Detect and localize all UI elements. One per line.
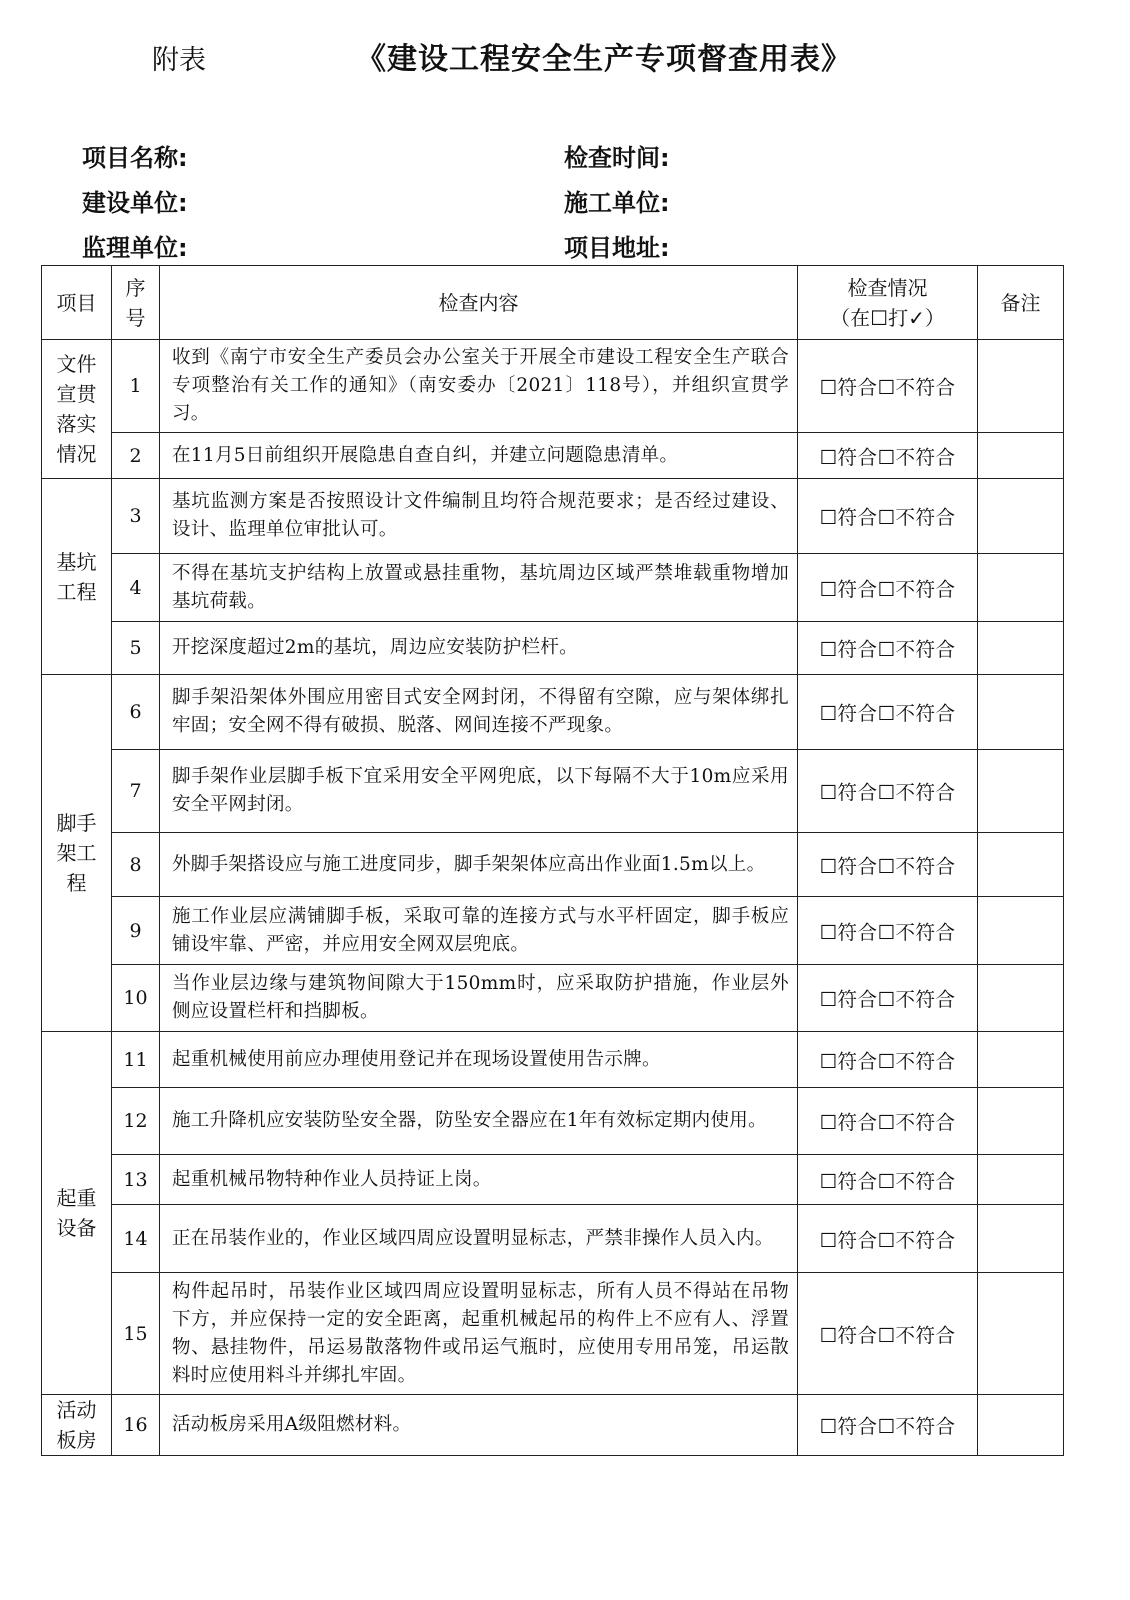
seq-cell: 16: [112, 1395, 160, 1456]
category-cell: [42, 479, 112, 675]
table-row: [42, 433, 1064, 479]
status-checkbox-cell[interactable]: ☐符合☐不符合: [798, 1088, 978, 1155]
content-cell: 正在吊装作业的，作业区域四周应设置明显标志，严禁非操作人员入内。: [160, 1205, 798, 1273]
seq-cell: 12: [112, 1088, 160, 1155]
content-cell: 构件起吊时，吊装作业区域四周应设置明显标志，所有人员不得站在吊物下方，并应保持一定的安全距离，起重机械起吊的构件上不应有人、浮置物、悬挂物件，吊运易散落物件或吊运气瓶时，应使用专用吊笼，吊运散料时应使用料斗并绑扎牢固。: [160, 1273, 798, 1395]
remark-cell[interactable]: [978, 897, 1064, 965]
seq-cell: 8: [112, 833, 160, 897]
project-name-label: 项目名称:: [82, 144, 188, 172]
status-checkbox-cell[interactable]: ☐符合☐不符合: [798, 1395, 978, 1456]
remark-cell[interactable]: [978, 433, 1064, 479]
content-cell: 脚手架沿架体外围应用密目式安全网封闭，不得留有空隙，应与架体绑扎牢固；安全网不得有破损、脱落、网间连接不严现象。: [160, 675, 798, 750]
remark-cell[interactable]: [978, 675, 1064, 750]
seq-cell: 1: [112, 340, 160, 433]
table-row: [42, 965, 1064, 1032]
content-cell: 收到《南宁市安全生产委员会办公室关于开展全市建设工程安全生产联合专项整治有关工作的通知》（南安委办〔2021〕118号），并组织宣贯学习。: [160, 340, 798, 433]
remark-cell[interactable]: [978, 622, 1064, 675]
table-row: [42, 1395, 1064, 1456]
category-label: 活动板房: [56, 1398, 97, 1452]
table-row: [42, 340, 1064, 433]
address-label: 项目地址:: [564, 234, 670, 262]
remark-cell[interactable]: [978, 1088, 1064, 1155]
seq-cell: 5: [112, 622, 160, 675]
seq-cell: 3: [112, 479, 160, 554]
content-cell: 不得在基坑支护结构上放置或悬挂重物，基坑周边区域严禁堆载重物增加基坑荷载。: [160, 554, 798, 622]
status-checkbox-cell[interactable]: ☐符合☐不符合: [798, 965, 978, 1032]
status-checkbox-cell[interactable]: ☐符合☐不符合: [798, 1032, 978, 1088]
inspection-table: [41, 265, 1064, 1456]
builder-label: 建设单位:: [82, 189, 188, 217]
content-cell: 活动板房采用A级阻燃材料。: [160, 1395, 798, 1456]
table-row: [42, 833, 1064, 897]
category-label: 文件宣贯落实情况: [56, 352, 97, 466]
status-checkbox-cell[interactable]: ☐符合☐不符合: [798, 1205, 978, 1273]
content-cell: 开挖深度超过2m的基坑，周边应安装防护栏杆。: [160, 622, 798, 675]
table-row: [42, 1205, 1064, 1273]
category-cell: [42, 340, 112, 479]
table-row: [42, 1273, 1064, 1395]
category-cell: [42, 1395, 112, 1456]
supervisor-label: 监理单位:: [82, 234, 188, 262]
content-cell: 起重机械使用前应办理使用登记并在现场设置使用告示牌。: [160, 1032, 798, 1088]
table-row: [42, 622, 1064, 675]
status-checkbox-cell[interactable]: ☐符合☐不符合: [798, 433, 978, 479]
table-row: [42, 479, 1064, 554]
remark-cell[interactable]: [978, 479, 1064, 554]
content-cell: 基坑监测方案是否按照设计文件编制且均符合规范要求；是否经过建设、设计、监理单位审批认可。: [160, 479, 798, 554]
status-checkbox-cell[interactable]: ☐符合☐不符合: [798, 833, 978, 897]
remark-cell[interactable]: [978, 340, 1064, 433]
attachment-label: 附表: [152, 45, 206, 76]
status-checkbox-cell[interactable]: ☐符合☐不符合: [798, 1155, 978, 1205]
seq-cell: 6: [112, 675, 160, 750]
table-row: [42, 554, 1064, 622]
header-status: [798, 266, 978, 340]
content-cell: 外脚手架搭设应与施工进度同步，脚手架架体应高出作业面1.5m以上。: [160, 833, 798, 897]
seq-cell: 4: [112, 554, 160, 622]
content-cell: 起重机械吊物特种作业人员持证上岗。: [160, 1155, 798, 1205]
remark-cell[interactable]: [978, 1032, 1064, 1088]
remark-cell[interactable]: [978, 1155, 1064, 1205]
header-status-line2: （在☐打✓）: [830, 305, 945, 330]
content-cell: 当作业层边缘与建筑物间隙大于150mm时，应采取防护措施，作业层外侧应设置栏杆和挡脚板。: [160, 965, 798, 1032]
table-row: [42, 1155, 1064, 1205]
seq-cell: 7: [112, 750, 160, 833]
remark-cell[interactable]: [978, 750, 1064, 833]
seq-cell: 13: [112, 1155, 160, 1205]
remark-cell[interactable]: [978, 965, 1064, 1032]
remark-cell[interactable]: [978, 1395, 1064, 1456]
seq-cell: 9: [112, 897, 160, 965]
category-label: 起重设备: [56, 1186, 97, 1240]
content-cell: 施工升降机应安装防坠安全器，防坠安全器应在1年有效标定期内使用。: [160, 1088, 798, 1155]
status-checkbox-cell[interactable]: ☐符合☐不符合: [798, 554, 978, 622]
seq-cell: 15: [112, 1273, 160, 1395]
table-row: [42, 1032, 1064, 1088]
table-row: [42, 897, 1064, 965]
remark-cell[interactable]: [978, 1205, 1064, 1273]
content-cell: 脚手架作业层脚手板下宜采用安全平网兜底，以下每隔不大于10m应采用安全平网封闭。: [160, 750, 798, 833]
category-cell: [42, 675, 112, 1032]
remark-cell[interactable]: [978, 1273, 1064, 1395]
status-checkbox-cell[interactable]: ☐符合☐不符合: [798, 1273, 978, 1395]
content-cell: 在11月5日前组织开展隐患自查自纠，并建立问题隐患清单。: [160, 433, 798, 479]
table-row: [42, 1088, 1064, 1155]
seq-cell: 2: [112, 433, 160, 479]
header-content: 检查内容: [160, 266, 798, 340]
header-seq: [112, 266, 160, 340]
category-label: 基坑工程: [56, 549, 97, 604]
seq-cell: 14: [112, 1205, 160, 1273]
status-checkbox-cell[interactable]: ☐符合☐不符合: [798, 675, 978, 750]
header-category: 项目: [42, 266, 112, 340]
table-header-row: [42, 266, 1064, 340]
table-row: [42, 675, 1064, 750]
seq-cell: 10: [112, 965, 160, 1032]
remark-cell[interactable]: [978, 833, 1064, 897]
seq-cell: 11: [112, 1032, 160, 1088]
header-status-line1: 检查情况: [847, 275, 928, 300]
status-checkbox-cell[interactable]: ☐符合☐不符合: [798, 340, 978, 433]
status-checkbox-cell[interactable]: ☐符合☐不符合: [798, 622, 978, 675]
content-cell: 施工作业层应满铺脚手板，采取可靠的连接方式与水平杆固定，脚手板应铺设牢靠、严密，并应用安全网双层兜底。: [160, 897, 798, 965]
category-label: 脚手架工程: [56, 811, 97, 895]
table-row: [42, 750, 1064, 833]
status-checkbox-cell[interactable]: ☐符合☐不符合: [798, 897, 978, 965]
status-checkbox-cell[interactable]: ☐符合☐不符合: [798, 750, 978, 833]
check-time-label: 检查时间:: [564, 144, 670, 172]
contractor-label: 施工单位:: [564, 189, 670, 217]
page-title: 《建设工程安全生产专项督查用表》: [356, 42, 852, 77]
category-cell: [42, 1032, 112, 1395]
header-seq-label: 序号: [125, 275, 146, 330]
header-remark: 备注: [978, 266, 1064, 340]
status-checkbox-cell[interactable]: ☐符合☐不符合: [798, 479, 978, 554]
remark-cell[interactable]: [978, 554, 1064, 622]
